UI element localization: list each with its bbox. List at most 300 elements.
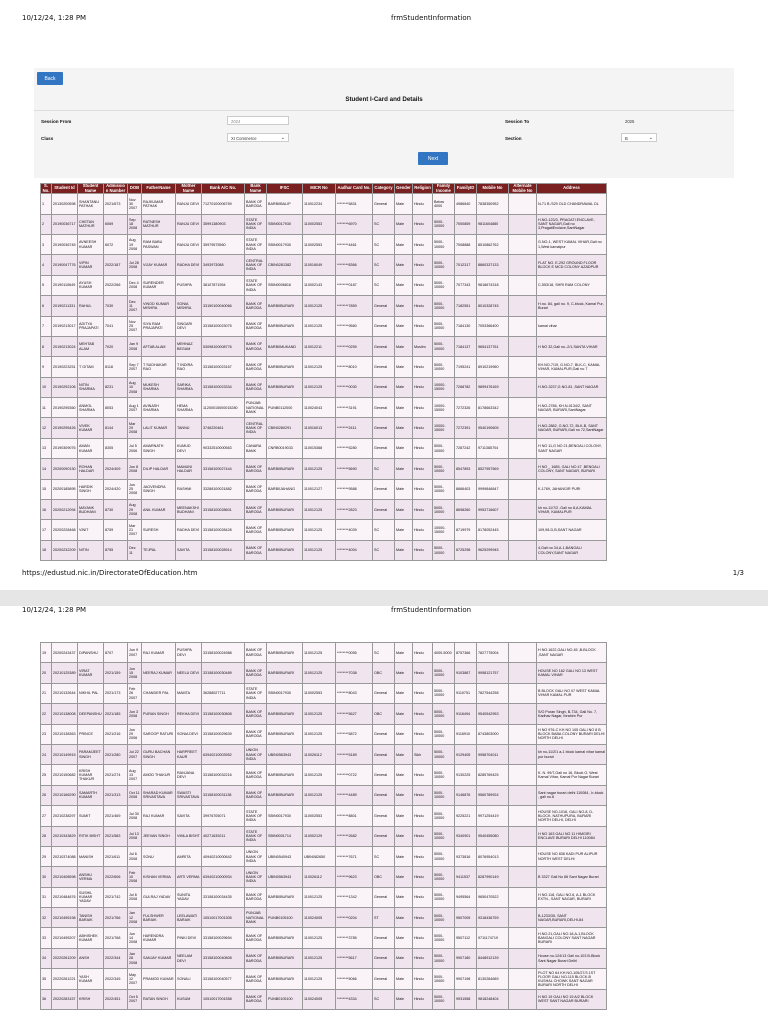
table-cell: 8730 xyxy=(104,500,128,520)
table-cell: H NO.1622,GALI NO.45 ,B-BLOCK ,SANT NAGAR xyxy=(537,643,607,663)
table-cell: 3 xyxy=(41,234,52,254)
table-cell: 5000-10000 xyxy=(433,887,455,907)
table-cell: ********0259 xyxy=(336,336,373,356)
table-cell: ABHISHEK KUMAR xyxy=(78,928,104,948)
table-cell: RAJ KUMAR xyxy=(142,806,176,826)
column-header: Mother Name xyxy=(176,184,202,194)
table-cell: CNRB0019033 xyxy=(267,438,303,458)
table-cell: SC xyxy=(373,520,395,540)
table-cell: 5000-10000 xyxy=(433,928,455,948)
table-cell: PUNB0105100 xyxy=(267,908,303,928)
table-cell: Male xyxy=(395,704,413,724)
table-cell: ANMOL SHARMA xyxy=(78,398,104,418)
session-from-input[interactable]: 2024 xyxy=(227,116,289,125)
table-cell: NEELU DEVI xyxy=(176,663,202,683)
table-cell: 9818248404 xyxy=(477,989,509,1009)
table-cell: SINGARI DEVI xyxy=(176,316,202,336)
table-cell: HEMA SHARMA xyxy=(176,398,202,418)
table-cell: Male xyxy=(395,540,413,560)
table-cell: Mar 29 2008 xyxy=(128,418,142,438)
table-cell: Jul 5 2006 xyxy=(128,438,142,458)
table-cell: Hindu xyxy=(413,540,433,560)
table-cell: OBC xyxy=(373,663,395,683)
table-cell: BARB0BURARI xyxy=(267,765,303,785)
table-cell: 29 xyxy=(41,846,52,866)
column-header: Bank A/C No. xyxy=(202,184,245,194)
table-cell: H NO.118, GALI NO.6, A-1 BLOCK EXTN., SANT NAGAR, BURARI xyxy=(537,887,607,907)
table-cell: 9373816 xyxy=(455,846,477,866)
table-row xyxy=(41,520,607,540)
table-cell: SURESH xyxy=(142,520,176,540)
table-cell: 63940210000934 xyxy=(202,867,245,887)
table-cell: ********1342 xyxy=(336,887,373,907)
table-cell: 9129405 xyxy=(455,744,477,764)
table-row xyxy=(41,908,607,928)
table-cell: 5000-10000 xyxy=(433,479,455,499)
column-header: Mobile No xyxy=(477,184,509,194)
table-cell: 33158100023334 xyxy=(202,377,245,397)
table-cell: 33158100023167 xyxy=(202,357,245,377)
table-row xyxy=(41,500,607,520)
table-cell xyxy=(509,377,537,397)
table-cell: HARENDRA KUMAR xyxy=(142,928,176,948)
table-cell: 33158100024988 xyxy=(202,643,245,663)
table-cell: Hindu xyxy=(413,194,433,214)
table-cell: CBIN0281382 xyxy=(267,255,303,275)
table-cell: 5000-10000 xyxy=(433,683,455,703)
table-cell: 110016013 xyxy=(303,418,336,438)
print-datetime: 10/12/24, 1:28 PM xyxy=(22,606,87,614)
table-cell: Aug 1 2007 xyxy=(128,398,142,418)
table-cell: 5000-10000 xyxy=(433,214,455,234)
table-cell: CHANDER PAL xyxy=(142,683,176,703)
table-cell: RATNESH MATHUR xyxy=(142,214,176,234)
table-cell: 9225221 xyxy=(455,806,477,826)
table-cell: 109,98-D,B,SANT NAGAR xyxy=(537,520,607,540)
table-cell: 5000-10000 xyxy=(433,438,455,458)
table-cell: 5000-10000 xyxy=(433,867,455,887)
table-cell: N-71 B /329 OLD CHANDRAWAL DL xyxy=(537,194,607,214)
table-cell: General xyxy=(373,316,395,336)
table-cell: 20210374088 xyxy=(52,846,78,866)
table-cell: Hindu xyxy=(413,928,433,948)
table-cell: Hindu xyxy=(413,234,433,254)
table-cell: General xyxy=(373,398,395,418)
table-cell: Male xyxy=(395,459,413,479)
table-cell: Hindu xyxy=(413,765,433,785)
column-header: Family Income xyxy=(433,184,455,194)
print-url: https://edustud.nic.in/DirectorateOfEducation.htm xyxy=(22,569,198,577)
table-cell: BANK OF BARODA xyxy=(245,765,267,785)
table-cell: ********0204 xyxy=(336,908,373,928)
table-cell: 8144 xyxy=(104,418,128,438)
table-cell: ********9623 xyxy=(336,867,373,887)
column-header: Address xyxy=(537,184,607,194)
table-cell: 3746220461 xyxy=(202,418,245,438)
table-cell: 20210484876 xyxy=(52,887,78,907)
table-cell xyxy=(509,928,537,948)
table-cell: ********9588 xyxy=(336,479,373,499)
table-row xyxy=(41,316,607,336)
table-cell: 10510017001305 xyxy=(202,908,245,928)
table-cell: PARAMJEET SINGH xyxy=(78,744,104,764)
column-header: Alternate Mobile No xyxy=(509,184,537,194)
table-cell: 7182551 xyxy=(455,296,477,316)
table-cell: C-553/18, SHRI RAM COLONY xyxy=(537,275,607,295)
table-cell: 23 xyxy=(41,724,52,744)
table-cell: SAMARTH KUMAR xyxy=(78,785,104,805)
table-cell: AMARNATH SINGH xyxy=(142,438,176,458)
section-select[interactable] xyxy=(621,133,657,142)
table-cell: 9907198 xyxy=(455,969,477,989)
table-cell: 33158100029694 xyxy=(202,928,245,948)
table-cell: 8305 xyxy=(104,438,128,458)
table-cell: 5000-10000 xyxy=(433,826,455,846)
table-cell: 7184137 xyxy=(455,336,477,356)
table-cell: 20190213017 xyxy=(52,316,78,336)
table-cell: 33158100028601 xyxy=(202,500,245,520)
table-cell: Jul 6 2008 xyxy=(128,887,142,907)
table-cell: ********5617 xyxy=(336,948,373,968)
table-cell: 9818674318 xyxy=(477,275,509,295)
table-cell: SONU xyxy=(142,846,176,866)
class-select[interactable] xyxy=(227,133,289,142)
table-cell: 8010328745 xyxy=(477,296,509,316)
table-row xyxy=(41,969,607,989)
table-cell: JAGVENDRA SINGH xyxy=(142,479,176,499)
table-cell: 10000-15000 xyxy=(433,418,455,438)
table-cell: H.NO.21,GALI NO.18,A-1,BLOCK BANGALI COLONY SANT NAGAR BURARI xyxy=(537,928,607,948)
table-cell: 8448912139 xyxy=(477,948,509,968)
table-cell: Male xyxy=(395,683,413,703)
table-cell: 9540190605 xyxy=(477,418,509,438)
table-cell: AMAN KUMAR xyxy=(78,438,104,458)
table-cell: 33158100027444 xyxy=(202,459,245,479)
table-cell: 5000-10000 xyxy=(433,989,455,1009)
table-cell: FLAT NO. E-292 GROUND FLOOR BLOCK E MCD COLONY AZADPUR xyxy=(537,255,607,275)
table-header-row xyxy=(41,184,607,194)
table-cell: Hindu xyxy=(413,438,433,458)
table-cell: 110012125 xyxy=(303,765,336,785)
table-cell: 5000-10000 xyxy=(433,275,455,295)
table-cell xyxy=(509,520,537,540)
table-cell: BARB0BURARI xyxy=(267,724,303,744)
table-cell: 2021/313 xyxy=(104,785,128,805)
table-cell xyxy=(509,398,537,418)
table-cell: RADHA DEVI xyxy=(176,520,202,540)
table-cell: SAVITA xyxy=(176,540,202,560)
table-cell: HOUSE NO-1018, GALI NO-8, D-BLOCK, NATHUPURA, BURARI NORTH DELHI, DELHI xyxy=(537,806,607,826)
table-cell: BANK OF BARODA xyxy=(245,969,267,989)
table-cell: 18 xyxy=(41,540,52,560)
table-cell: RITIK BISHT xyxy=(78,826,104,846)
table-cell: SC xyxy=(373,540,395,560)
table-cell: General xyxy=(373,194,395,214)
table-cell: REKHA DEVI xyxy=(176,704,202,724)
table-cell: 2022/187 xyxy=(104,255,128,275)
table-cell: 32 xyxy=(41,908,52,928)
table-cell: ********7671 xyxy=(336,846,373,866)
table-cell xyxy=(509,948,537,968)
table-cell: Male xyxy=(395,867,413,887)
class-select-value: XI Commerce xyxy=(231,136,257,141)
table-cell: UBIN0540943 xyxy=(267,846,303,866)
table-cell: FULSHWER BARAIK xyxy=(142,908,176,928)
table-cell: Male xyxy=(395,500,413,520)
table-cell: 33158100023075 xyxy=(202,316,245,336)
session-from-label: Session From xyxy=(41,119,72,124)
table-cell: 7272391 xyxy=(455,418,477,438)
section-label: Section xyxy=(505,136,522,141)
table-cell: Hindu xyxy=(413,377,433,397)
student-table xyxy=(40,183,607,561)
table-cell: CHETAN MATHUR xyxy=(78,214,104,234)
table-cell: Nov 25 2007 xyxy=(128,316,142,336)
table-cell: kh no-11/7/2 ,Gali no 8,A,KAMAL VIHAR, KAMALPUR xyxy=(537,500,607,520)
table-cell: RANJANA DEVI xyxy=(176,765,202,785)
print-header xyxy=(0,0,768,40)
table-cell: 17 xyxy=(41,520,52,540)
table-cell: Hindu xyxy=(413,867,433,887)
table-cell: Aug 29 2008 xyxy=(128,500,142,520)
table-cell: 110012125 xyxy=(303,887,336,907)
table-cell: 5000-10000 xyxy=(433,846,455,866)
table-cell: 8725298 xyxy=(455,540,477,560)
table-cell: kh no-11/2/1 a-1 block kamal vihar kamal pur burari xyxy=(537,744,607,764)
table-cell: 34 xyxy=(41,948,52,968)
table-cell: Male xyxy=(395,520,413,540)
table-cell: PUSHPA DEVI xyxy=(176,643,202,663)
table-cell: 5000-10000 xyxy=(433,806,455,826)
table-cell: 110015368 xyxy=(303,438,336,458)
table-cell: DILIP HALDAR xyxy=(142,459,176,479)
column-header: Category xyxy=(373,184,395,194)
table-cell: ********5627 xyxy=(336,704,373,724)
table-cell: 20190047776 xyxy=(52,255,78,275)
print-footer xyxy=(0,566,768,582)
table-cell: SBIN0001714 xyxy=(267,826,303,846)
class-label: Class xyxy=(41,136,54,141)
table-row xyxy=(41,234,607,254)
table-cell: Hindu xyxy=(413,724,433,744)
table-cell: SBIN0017930 xyxy=(267,806,303,826)
table-cell: H NO _ 1685, GALI NO 47 ,BENGALI COLONY, SANT NAGAR, BURARI xyxy=(537,459,607,479)
table-cell: Hindu xyxy=(413,989,433,1009)
table-cell: 7827544258 xyxy=(477,683,509,703)
table-cell: 8743803000 xyxy=(477,724,509,744)
table-cell: 9650470522 xyxy=(477,887,509,907)
table-cell: BANK OF BARODA xyxy=(245,540,267,560)
table-cell: 110012125 xyxy=(303,663,336,683)
table-cell: Male xyxy=(395,316,413,336)
table-cell: STATE BANK OF INDIA xyxy=(245,806,267,826)
table-cell: 2024/409 xyxy=(104,459,128,479)
table-cell: CENTRAL BANK OF INDIA xyxy=(245,418,267,438)
table-cell: 8076954013 xyxy=(477,846,509,866)
table-cell: 20190036717 xyxy=(52,214,78,234)
table-cell: ********5189 xyxy=(336,744,373,764)
table-cell: 7030 xyxy=(104,296,128,316)
table-cell: 20190292106 xyxy=(52,377,78,397)
table-cell: 110012125 xyxy=(303,459,336,479)
table-cell: General xyxy=(373,928,395,948)
table-cell: BARB0BURARI xyxy=(267,643,303,663)
table-cell: 5000-10000 xyxy=(433,500,455,520)
table-cell: 33288100021882 xyxy=(202,479,245,499)
table-cell: 8547893 xyxy=(455,459,477,479)
table-cell: AVINASH SHARMA xyxy=(142,398,176,418)
table-cell xyxy=(509,275,537,295)
table-cell: SAROOP RATURI xyxy=(142,724,176,744)
table-cell: 110012125 xyxy=(303,928,336,948)
table-row xyxy=(41,377,607,397)
table-row xyxy=(41,336,607,356)
table-cell: 30 xyxy=(41,867,52,887)
table-cell: LALIT KUMAR xyxy=(142,418,176,438)
table-cell: ********2823 xyxy=(336,500,373,520)
table-cell: 110012125 xyxy=(303,704,336,724)
next-button[interactable]: Next xyxy=(418,152,448,165)
table-cell: Jul 13 2008 xyxy=(128,826,142,846)
table-cell: BARB0MUKAND xyxy=(267,336,303,356)
table-cell: 33158100034435 xyxy=(202,887,245,907)
table-cell: ********3191 xyxy=(336,398,373,418)
table-cell: 110012125 xyxy=(303,969,336,989)
table-row xyxy=(41,214,607,234)
table-row xyxy=(41,438,607,458)
table-cell xyxy=(509,479,537,499)
table-cell: 20200228468 xyxy=(52,520,78,540)
table-row xyxy=(41,989,607,1009)
table-cell xyxy=(509,357,537,377)
table-cell: JEEVAN SINGH xyxy=(142,826,176,846)
table-cell: Male xyxy=(395,418,413,438)
table-cell: 12 xyxy=(41,418,52,438)
table-cell: BARB0BURARI xyxy=(267,357,303,377)
table-cell: General xyxy=(373,336,395,356)
table-cell: 2021/185 xyxy=(104,704,128,724)
table-cell: 90332510000563 xyxy=(202,438,245,458)
table-cell xyxy=(509,296,537,316)
table-cell: BANK OF BARODA xyxy=(245,643,267,663)
table-cell: Hindu xyxy=(413,214,433,234)
table-cell xyxy=(509,540,537,560)
print-page-2 xyxy=(0,606,768,1024)
table-cell: 8707 xyxy=(104,643,128,663)
table-cell xyxy=(509,785,537,805)
table-cell: 20190223251 xyxy=(52,357,78,377)
table-cell: RADHA DEVI xyxy=(176,255,202,275)
table-cell: 33158100029639 xyxy=(202,724,245,744)
print-page-title: frmStudentInformation xyxy=(391,14,472,22)
column-header: Student Name xyxy=(78,184,104,194)
table-cell: BANK OF BARODA xyxy=(245,989,267,1009)
table-cell: SBIN0006816 xyxy=(267,275,303,295)
table-cell: Male xyxy=(395,255,413,275)
table-cell: Hindu xyxy=(413,500,433,520)
table-cell: SONIA DEVI xyxy=(176,724,202,744)
table-cell: 20210238297 xyxy=(52,806,78,826)
table-cell: ********5690 xyxy=(336,459,373,479)
table-cell: General xyxy=(373,377,395,397)
table-cell: 33 xyxy=(41,928,52,948)
table-cell: 8527957569 xyxy=(477,459,509,479)
table-cell: AVNEESH KUMAR xyxy=(78,234,104,254)
table-cell: 5000-10000 xyxy=(433,724,455,744)
table-cell: BARB0BURARI xyxy=(267,969,303,989)
table-cell: ********5872 xyxy=(336,724,373,744)
chevron-down-icon: ⌄ xyxy=(648,135,653,141)
table-cell xyxy=(509,683,537,703)
table-row xyxy=(41,296,607,316)
table-cell: 33158100028428 xyxy=(202,520,245,540)
chevron-down-icon: ⌄ xyxy=(280,135,285,141)
table-cell: ********7859 xyxy=(336,296,373,316)
table-cell: Hindu xyxy=(413,296,433,316)
table-cell: 24 xyxy=(41,744,52,764)
table-cell: 8285769425 xyxy=(477,765,509,785)
table-row xyxy=(41,724,607,744)
table-cell xyxy=(509,316,537,336)
table-cell: Male xyxy=(395,438,413,458)
table-cell: 2021/611 xyxy=(104,846,128,866)
table-cell: 9711174719 xyxy=(477,928,509,948)
table-cell: General xyxy=(373,418,395,438)
table-cell: TANISH BARAIK xyxy=(78,908,104,928)
table-cell: BANK OF BARODA xyxy=(245,887,267,907)
table-row xyxy=(41,398,607,418)
table-cell: 20220261221 xyxy=(52,969,78,989)
table-cell: 20210149915 xyxy=(52,744,78,764)
table-cell: BANK OF BARODA xyxy=(245,500,267,520)
table-cell: Jan 9 2008 xyxy=(128,336,142,356)
table-cell: 8 xyxy=(41,336,52,356)
table-cell: Male xyxy=(395,887,413,907)
table-row xyxy=(41,275,607,295)
table-cell: MAYANK BUDHANI xyxy=(78,500,104,520)
table-cell: 110012125 xyxy=(303,785,336,805)
table-cell: MEHTAB ALAM xyxy=(78,336,104,356)
table-cell: T INDIRA RAO xyxy=(176,357,202,377)
back-button[interactable]: Back xyxy=(37,72,63,85)
table-cell: 5000-10000 xyxy=(433,663,455,683)
table-cell: STATE BANK OF INDIA xyxy=(245,234,267,254)
table-cell: 2021/159 xyxy=(104,663,128,683)
student-table-continued xyxy=(40,642,607,1010)
table-cell: 7195241 xyxy=(455,357,477,377)
table-cell: 110012125 xyxy=(303,520,336,540)
table-cell: MAMUNI HALDAR xyxy=(176,459,202,479)
table-cell: 20130200598 xyxy=(52,194,78,214)
table-cell: 10000-15000 xyxy=(433,377,455,397)
table-cell: 20190036745 xyxy=(52,234,78,254)
table-cell: BANK OF BARODA xyxy=(245,948,267,968)
table-cell: STATE BANK OF INDIA xyxy=(245,683,267,703)
table-cell: 20210495198 xyxy=(52,908,78,928)
table-cell: BARB0BURARI xyxy=(267,928,303,948)
table-cell: BANK OF BARODA xyxy=(245,704,267,724)
table-cell: 33158100028914 xyxy=(202,540,245,560)
table-cell: YASH KUMAR xyxy=(78,969,104,989)
table-cell: Dec 11 xyxy=(128,540,142,560)
table-cell: 9340901 xyxy=(455,826,477,846)
table-cell: KH.NO-7/19, G.NO-7, BLK-C, KAMAL VIHAR, KAMALPUR,Gali no 7 xyxy=(537,357,607,377)
table-cell: 11 xyxy=(41,398,52,418)
table-cell: 110012127 xyxy=(303,479,336,499)
table-cell: Male xyxy=(395,765,413,785)
table-cell: Hindu xyxy=(413,520,433,540)
table-row xyxy=(41,459,607,479)
